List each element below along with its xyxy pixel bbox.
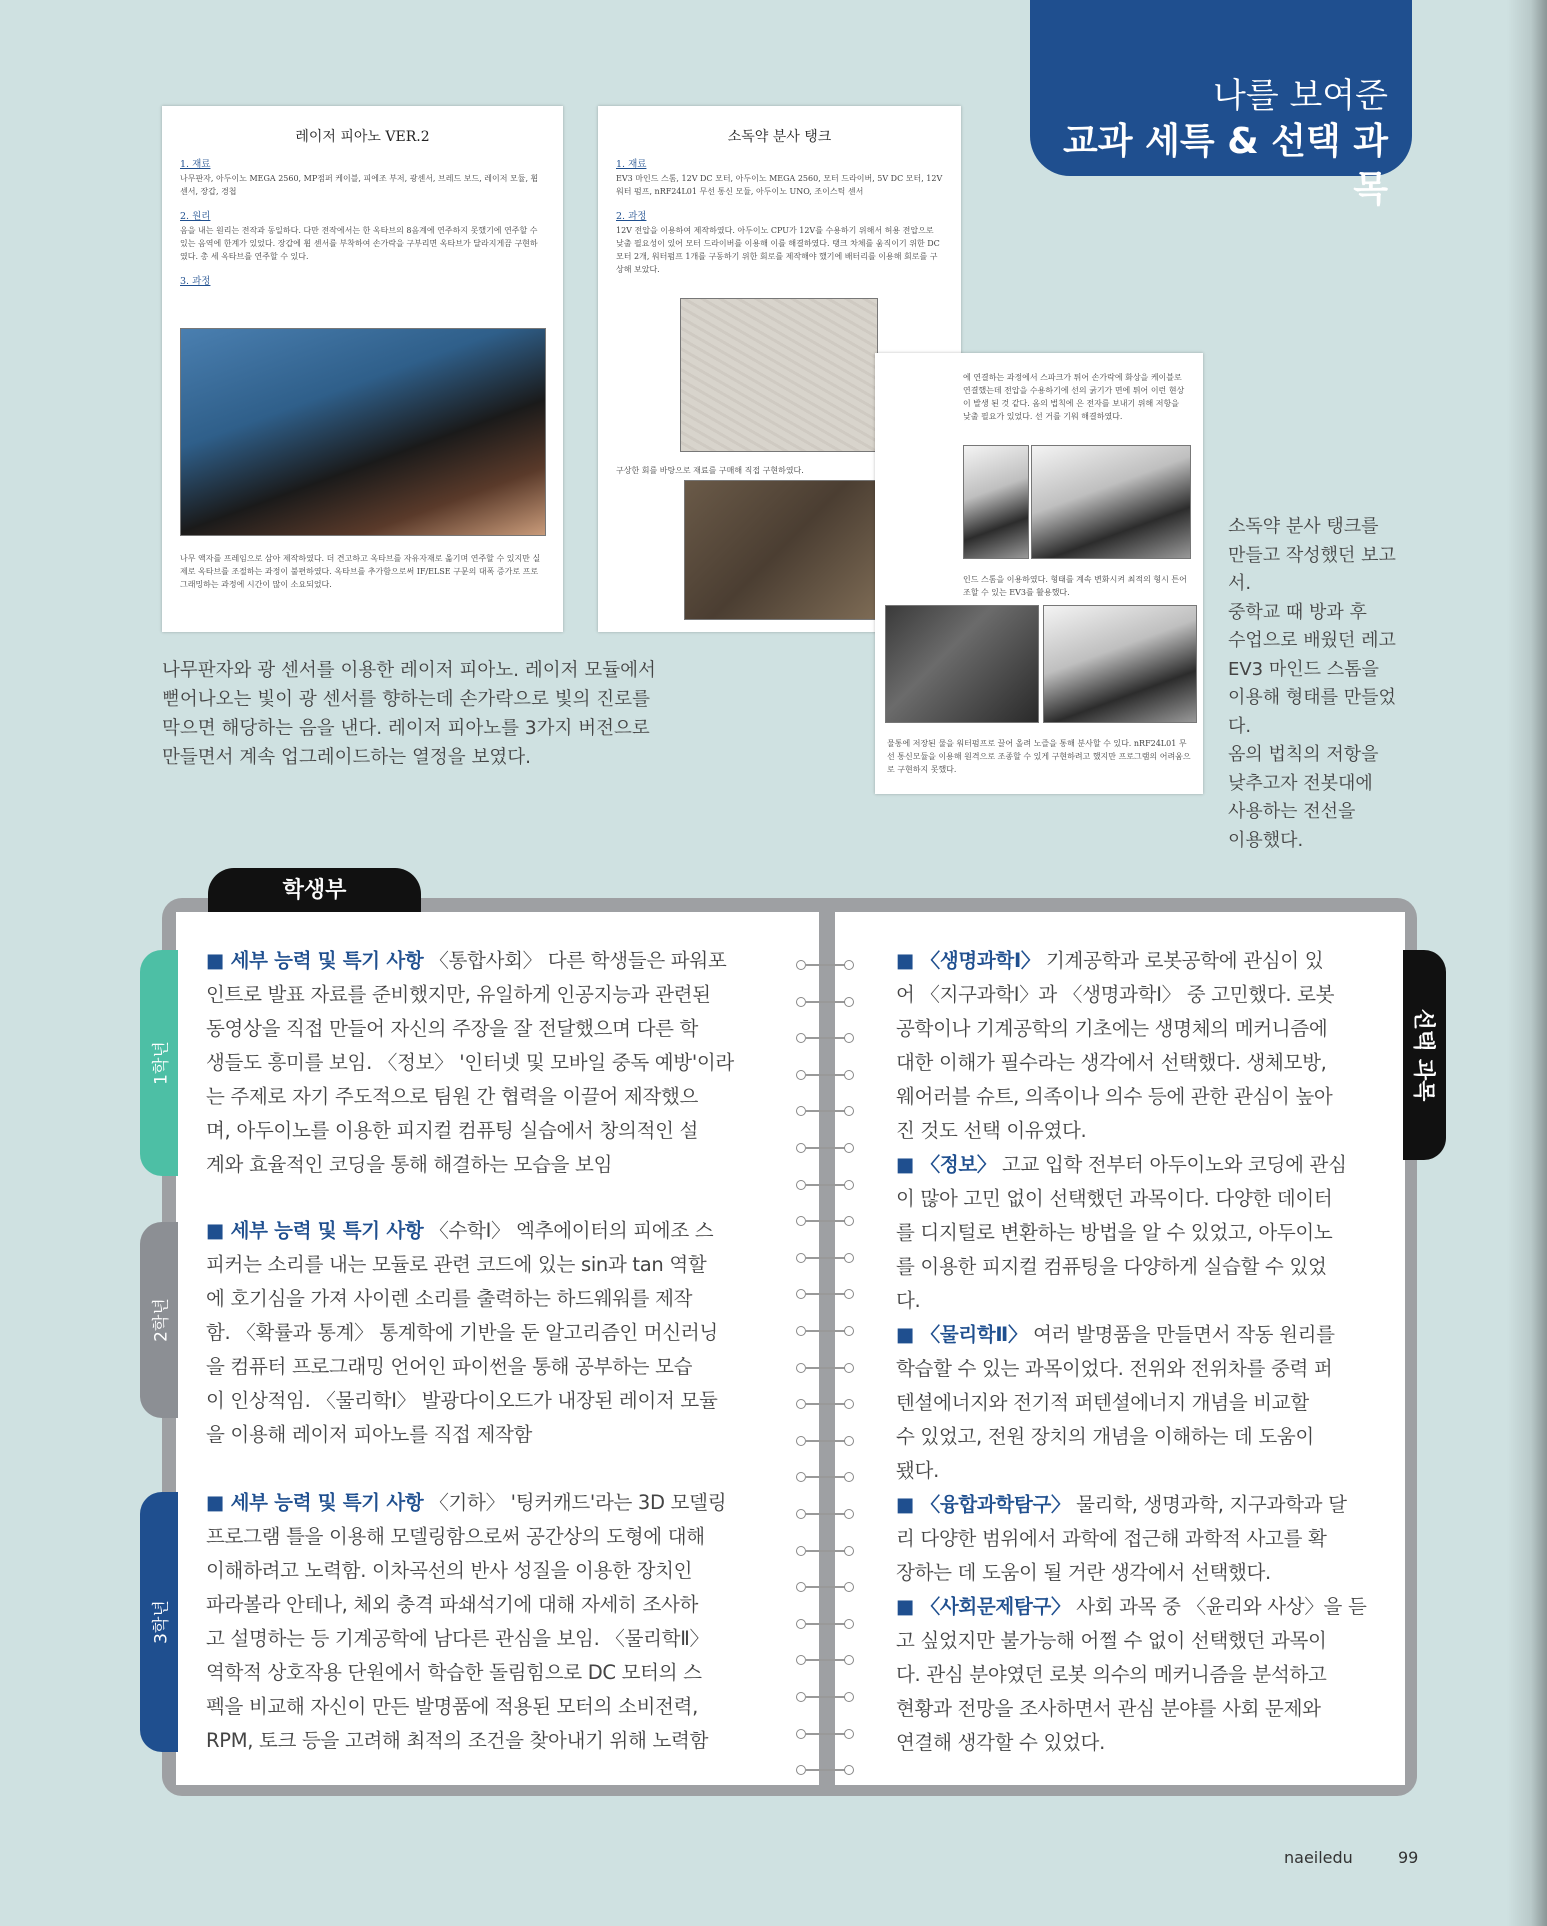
grade2-heading: ■ 세부 능력 및 특기 사항 xyxy=(206,1219,424,1242)
grade1-paragraph: ■ 세부 능력 및 특기 사항 〈통합사회〉 다른 학생들은 파워포 인트로 발표 자료를 준비했지만, 유일하게 인공지능과 관련된 동영상을 직접 만들어 자신의 주장을 잘 전달했으며 다른 학 생들도 흥미를 보임. 〈정보〉 '인터넷 및 모바일 중독 예방'이라 는 주제로 자기 주도적으로 팀원 간 협력을 이끌어 제작했으 며, 아두이노를 이용한 피지컬 컴퓨팅 실습에서 창의적인 설 계와 효율적인 코딩을 통해 해결하는 모습을 보임 xyxy=(206,949,734,1176)
selection-tab: 선택 과목 xyxy=(1403,950,1446,1160)
caption-line: 나무판자와 광 센서를 이용한 레이저 피아노. 레이저 모듈에서 xyxy=(162,660,656,681)
page-edge xyxy=(1507,0,1547,1926)
tank-photo-4 xyxy=(1043,605,1197,723)
caption-line: 만들고 작성했던 보고서. xyxy=(1228,544,1396,594)
grade-tab-2: 2학년 xyxy=(140,1222,178,1418)
binder-ring xyxy=(796,1472,856,1482)
page-number: 99 xyxy=(1398,1848,1419,1867)
caption-line: EV3 마인드 스톰을 xyxy=(1228,658,1379,680)
caption-line: 옴의 법칙의 저항을 xyxy=(1228,744,1379,765)
report-text: 12V 전압을 이용하여 제작하였다. 아두이노 CPU가 12V를 수용하기 위해서 허용 전압으로 낮출 필요성이 있어 모터 드라이버를 이용해 이를 해결하였다. 탱크 차체를 움직이기 위한 DC 모터 2개, 워터펌프 1개를 구동하기 위한 회로를 제작해야 했기에 배터리를 이용해 회로를 구상해 보았다. xyxy=(616,226,940,274)
report-title: 레이저 피아노 VER.2 xyxy=(295,129,430,145)
footer-brand: naeiledu xyxy=(1284,1848,1353,1867)
report-text: 구상한 회를 바탕으로 재료를 구매해 직접 구현하였다. xyxy=(616,466,804,475)
elective-paragraph: ■ 〈생명과학Ⅰ〉 기계공학과 로봇공학에 관심이 있 어 〈지구과학Ⅰ〉과 〈생명과학Ⅰ〉 중 고민했다. 로봇 공학이나 기계공학의 기초에는 생명체의 메커니즘에 대한 이해가 필수라는 생각에서 선택했다. 생체모방, 웨어러블 슈트, 의족이나 의수 등에 관한 관심이 높아 진 것도 선택 이유였다. ■ 〈정보〉 고교 입학 전부터 아두이노와 코딩에 관심 이 많아 고민 없이 선택했던 과목이다. 다양한 데이터 를 디지털로 변환하는 방법을 알 수 있었고, 아두이노 를 이용한 피지컬 컴퓨팅을 다양하게 실습할 수 있었 다. ■ 〈물리학Ⅱ〉 여러 발명품을 만들면서 작동 원리를 학습할 수 있는 과목이었다. 전위와 전위차를 중력 퍼 텐셜에너지와 전기적 퍼텐셜에너지 개념을 비교할 수 있었고, 전원 장치의 개념을 이해하는 데 도움이 됐다. ■ 〈융합과학탐구〉 물리학, 생명과학, 지구과학과 달 리 다양한 범위에서 과학에 접근해 과학적 사고를 확 장하는 데 도움이 될 거란 생각에서 선택했다. ■ 〈사회문제탐구〉 사회 과목 중 〈윤리와 사상〉을 듣 고 싶었지만 불가능해 어쩔 수 없이 선택했던 과목이 다. 관심 분야였던 로봇 의수의 메커니즘을 분석하고 현황과 전망을 조사하면서 관심 분야를 사회 문제와 연결해 생각할 수 있었다. xyxy=(896,949,1367,1754)
binder-ring xyxy=(796,1619,856,1629)
binder-ring xyxy=(796,960,856,970)
caption-line: 사용하는 전선을 xyxy=(1228,801,1356,822)
section-header xyxy=(1030,0,1412,210)
tank-photo-2 xyxy=(1031,445,1191,559)
header-line2: 교과 세특 & 선택 과목 xyxy=(1063,121,1388,210)
report-section: 2. 과정 xyxy=(616,211,647,222)
report-title: 소독약 분사 탱크 xyxy=(727,129,832,145)
header-line1: 나를 보여준 xyxy=(1212,76,1388,116)
binder-ring xyxy=(796,1216,856,1226)
caption-line: 중학교 때 방과 후 xyxy=(1228,601,1367,623)
binder-ring xyxy=(796,1289,856,1299)
grade3-paragraph: ■ 세부 능력 및 특기 사항 〈기하〉 '팅커캐드'라는 3D 모델링 프로그램 틀을 이용해 모델링함으로써 공간상의 도형에 대해 이해하려고 노력함. 이차곡선의 반사 성질을 이용한 장치인 파라볼라 안테나, 체외 충격 파쇄석기에 대해 자세히 조사하 고 설명하는 등 기계공학에 남다른 관심을 보임. 〈물리학Ⅱ〉 역학적 상호작용 단원에서 학습한 돌림힘으로 DC 모터의 스 펙을 비교해 자신이 만든 발명품에 적용된 모터의 소비전력, RPM, 토크 등을 고려해 최적의 조건을 찾아내기 위해 노력함 xyxy=(206,1491,727,1752)
caption-line: 만들면서 계속 업그레이드하는 열정을 보였다. xyxy=(162,747,531,768)
binder-ring xyxy=(796,1253,856,1263)
grade3-heading: ■ 세부 능력 및 특기 사항 xyxy=(206,1491,424,1514)
binder-ring xyxy=(796,1326,856,1336)
binder-ring xyxy=(796,1655,856,1665)
binder-ring xyxy=(796,1729,856,1739)
report-section: 1. 재료 xyxy=(180,159,211,170)
grade-tab-1: 1학년 xyxy=(140,950,178,1176)
circuit-sketch-photo xyxy=(680,298,878,452)
binder-ring xyxy=(796,1436,856,1446)
binder-ring xyxy=(796,1143,856,1153)
circuit-build-photo xyxy=(684,480,876,620)
caption-line: 이용해 형태를 만들었다. xyxy=(1228,687,1396,737)
binder-ring xyxy=(796,1692,856,1702)
binder-ring xyxy=(796,1033,856,1043)
report-text: 인드 스톰을 이용하였다. 형태를 계속 변화시켜 최적의 형시 튼어조할 수 있는 EV3를 활용했다. xyxy=(963,575,1187,597)
caption-line: 막으면 해당하는 음을 낸다. 레이저 피아노를 3가지 버전으로 xyxy=(162,718,650,739)
report-text: 물통에 저장된 물을 워터펌프로 끌어 올려 노즐을 통해 분사할 수 있다. nRF24L01 무선 통신모듈을 이용해 원격으로 조종할 수 있게 구현하려고 했지만 프로그램의 어려움으로 구현하지 못했다. xyxy=(887,739,1191,774)
binder-ring xyxy=(796,1399,856,1409)
caption-line: 이용했다. xyxy=(1228,829,1304,851)
binder-ring xyxy=(796,1180,856,1190)
report-text: 나무 액자를 프레임으로 삼아 제작하였다. 더 견고하고 옥타브를 자유자재로 옮기며 연주할 수 있지만 실제로 옥타브를 조절하는 과정이 불편하였다. 옥타브를 추가함으로써 IF/ELSE 구문의 대폭 증가로 프로그래밍하는 과정에 시간이 많이 소요되었다. xyxy=(180,554,541,589)
report-text: 나무판자, 아두이노 MEGA 2560, MP점퍼 케이블, 피에조 부저, 광센서, 브레드 보드, 레이저 모듈, 휨 센서, 장갑, 경첩 xyxy=(180,174,539,196)
binder-ring xyxy=(796,1070,856,1080)
report-section: 1. 재료 xyxy=(616,159,647,170)
binder-ring xyxy=(796,1106,856,1116)
caption-laser-piano xyxy=(162,656,656,772)
binder-ring xyxy=(796,1363,856,1373)
report-laser-piano xyxy=(162,106,563,632)
binder-ring xyxy=(796,1509,856,1519)
grade2-paragraph: ■ 세부 능력 및 특기 사항 〈수학Ⅰ〉 엑추에이터의 피에조 스 피커는 소리를 내는 모듈로 관련 코드에 있는 sin과 tan 역할 에 호기심을 가져 사이렌 소리를 출력하는 하드웨워를 제작 함. 〈확률과 통계〉 통계학에 기반을 둔 알고리즘인 머신러닝 을 컴퓨터 프로그래밍 언어인 파이썬을 통해 공부하는 모습 이 인상적임. 〈물리학Ⅰ〉 발광다이오드가 내장된 레이저 모듈 을 이용해 레이저 피아노를 직접 제작함 xyxy=(206,1219,718,1446)
binder-ring xyxy=(796,1582,856,1592)
binder-ring xyxy=(796,997,856,1007)
caption-tank xyxy=(1228,513,1418,855)
report-text: EV3 마인드 스톰, 12V DC 모터, 아두이노 MEGA 2560, 모터 드라이버, 5V DC 모터, 12V 워터 펌프, nRF24L01 무선 통신 모듈, 아두이노 UNO, 조이스틱 센서 xyxy=(616,174,943,196)
binder-ring xyxy=(796,1546,856,1556)
grade-tab-3: 3학년 xyxy=(140,1492,178,1752)
caption-line: 수업으로 배웠던 레고 xyxy=(1228,630,1396,651)
caption-line: 뻗어나오는 빛이 광 센서를 향하는데 손가락으로 빛의 진로를 xyxy=(162,689,650,710)
report-text: 에 연결하는 과정에서 스파크가 튀어 손가락에 화상을 케이블로 연결했는데 전압을 수용하기에 선의 굵기가 면에 튀어 이런 현상이 발생 된 것 같다. 옴의 법칙에 은 전자를 보내기 위해 저항을 낮출 필요가 있었다. 선 거를 기워 해결하였다. xyxy=(963,373,1185,421)
report-section: 2. 원리 xyxy=(180,211,211,222)
tank-photo-3 xyxy=(885,605,1039,723)
caption-line: 소독약 분사 탱크를 xyxy=(1228,516,1379,537)
laser-piano-photo xyxy=(180,328,546,536)
grade1-heading: ■ 세부 능력 및 특기 사항 xyxy=(206,949,424,972)
report-section: 3. 과정 xyxy=(180,276,211,287)
report-tank-page2 xyxy=(875,353,1203,794)
notebook-tab: 학생부 xyxy=(208,868,421,914)
binder-ring xyxy=(796,1765,856,1775)
tank-photo-1 xyxy=(963,445,1029,559)
caption-line: 낮추고자 전봇대에 xyxy=(1228,772,1373,794)
report-text: 음을 내는 원리는 전작과 동일하다. 다만 전작에서는 한 옥타브의 8음계에 연주하지 못했기에 연주할 수 있는 음역에 한계가 있었다. 장갑에 휨 센서를 부착하여 손가락을 구부리면 옥타브가 달라지게끔 구현하였다. 총 세 옥타브를 연주할 수 있다. xyxy=(180,226,538,261)
